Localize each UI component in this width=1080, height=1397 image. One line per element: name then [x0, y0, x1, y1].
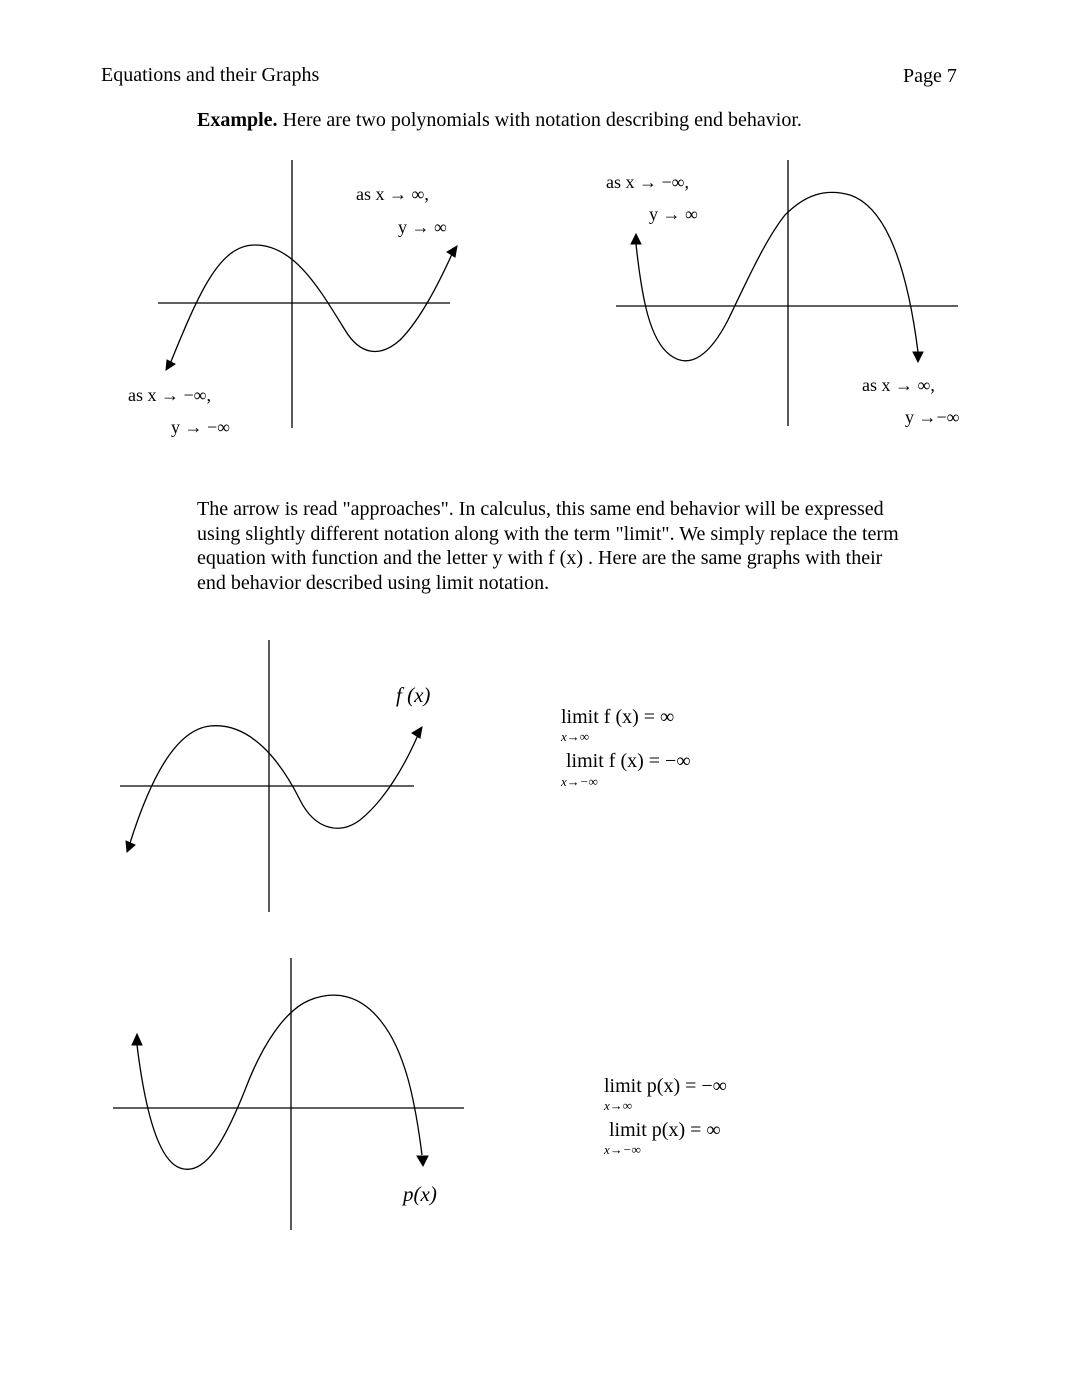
graph4-curve	[137, 995, 422, 1169]
graph2-right-y-label: y →−∞	[905, 407, 960, 427]
graph3-limit-2: limit f (x) = −∞	[566, 750, 691, 772]
graph2-right-x-label: as x → ∞,	[862, 375, 935, 395]
graph4-limit-2: limit p(x) = ∞	[609, 1119, 721, 1141]
graph4-limit-1: limit p(x) = −∞	[604, 1075, 727, 1097]
graph1-left-y-label: y → −∞	[171, 417, 230, 437]
graph2-left-y-label: y → ∞	[649, 204, 698, 224]
paragraph-line-2: using slightly different notation along with the term "limit". We simply replace the term	[197, 522, 899, 545]
graph3-function-label: f (x)	[396, 683, 431, 707]
graph4-limit-2-subscript: x→−∞	[604, 1142, 641, 1157]
graph3-limit-2-subscript: x→−∞	[561, 774, 598, 789]
graph3-limit-1: limit f (x) = ∞	[561, 706, 675, 728]
graph4-arrow-right	[417, 1156, 428, 1166]
graph4-arrow-left	[132, 1034, 142, 1045]
graph1-right-y-label: y → ∞	[398, 217, 447, 237]
graph4-function-label: p(x)	[403, 1182, 437, 1206]
paragraph-line-4: end behavior described using limit notation.	[197, 571, 550, 594]
example-text: Here are two polynomials with notation describing end behavior.	[282, 109, 802, 131]
graph2-left-x-label: as x → −∞,	[606, 172, 689, 192]
paragraph-line-3: equation with function and the letter y with f (x) . Here are the same graphs with their	[197, 547, 883, 569]
graph1-right-x-label: as x → ∞,	[356, 184, 429, 204]
graph3-limit-1-subscript: x→∞	[561, 729, 590, 744]
graph4-limit-1-subscript: x→∞	[604, 1098, 633, 1113]
page-number: Page 7	[903, 65, 957, 87]
document-title: Equations and their Graphs	[101, 64, 320, 86]
paragraph-line-1: The arrow is read "approaches". In calculus, this same end behavior will be expressed	[197, 498, 884, 520]
example-label: Example.	[197, 109, 278, 131]
graph1-left-x-label: as x → −∞,	[128, 385, 211, 405]
